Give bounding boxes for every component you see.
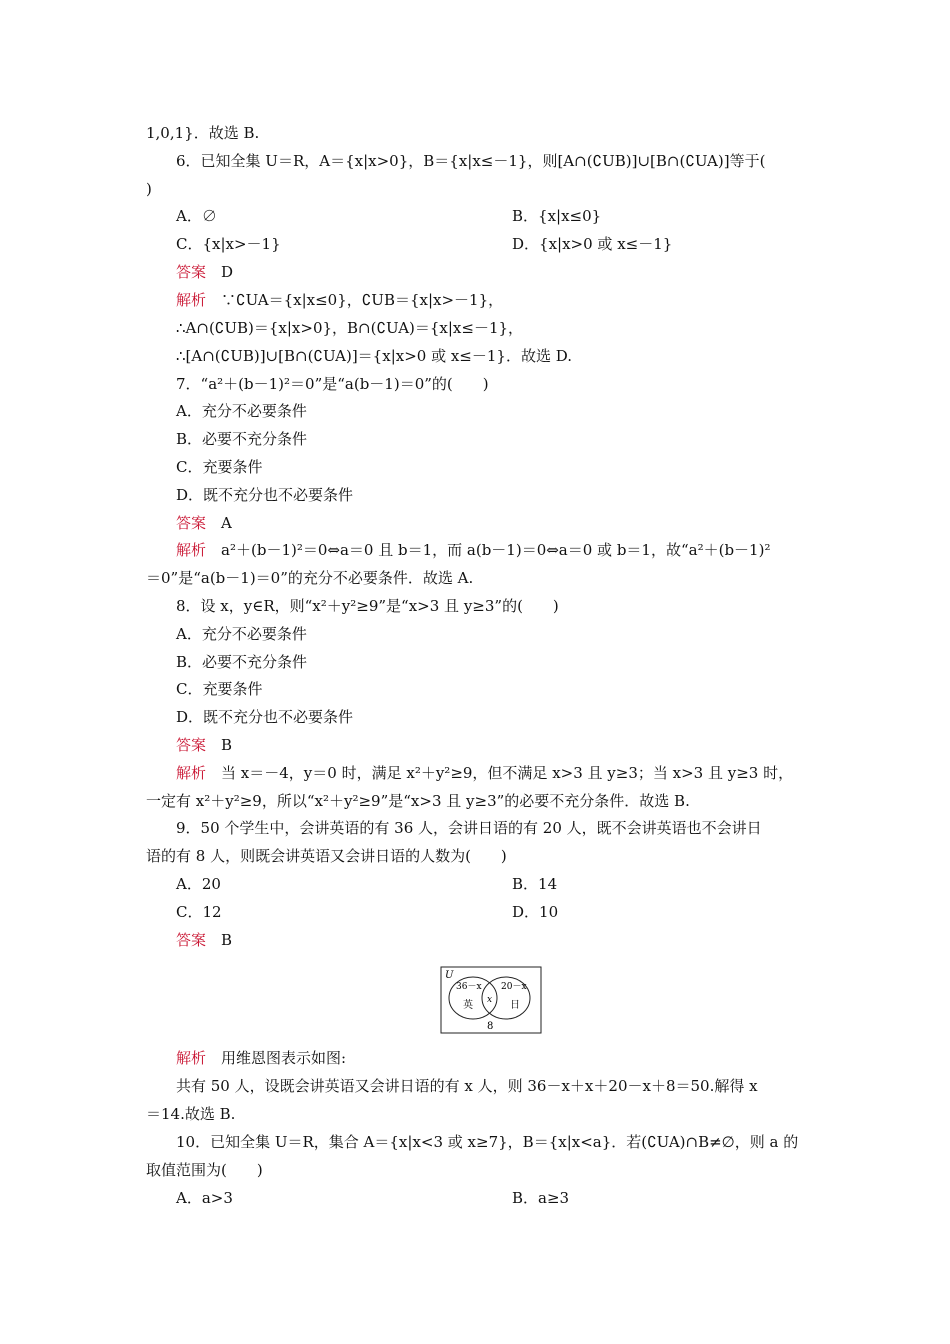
q7-option-b: B．必要不充分条件 — [176, 430, 308, 448]
q9-option-b: B．14 — [512, 875, 558, 893]
q7-option-a: A．充分不必要条件 — [176, 402, 307, 420]
answer-value: B — [221, 736, 233, 754]
solution-text: 用维恩图表示如图: — [221, 1049, 347, 1067]
q6-answer — [176, 262, 233, 282]
solution-text: a²＋(b－1)²＝0⇔a＝0 且 b＝1，而 a(b－1)＝0⇔a＝0 或 b＝1，故“a²＋(b－1)² — [221, 541, 771, 559]
q10-stem-1: 10．已知全集 U＝R，集合 A＝{x|x<3 或 x≥7}，B＝{x|x<a}．若(∁UA)∩B≠∅，则 a 的 — [176, 1133, 799, 1151]
q8-option-b: B．必要不充分条件 — [176, 653, 308, 671]
q8-option-c: C．充要条件 — [176, 680, 263, 698]
q6-option-b: B．{x|x≤0} — [512, 207, 602, 225]
q8-solution-2: 一定有 x²＋y²≥9，所以“x²＋y²≥9”是“x>3 且 y≥3”的必要不充分条件．故选 B. — [146, 792, 690, 810]
overlap-count: x — [487, 995, 493, 1005]
q9-solution-1 — [176, 1048, 346, 1068]
q6-solution-1 — [176, 290, 503, 310]
q10-option-a: A．a>3 — [176, 1189, 233, 1207]
answer-value: D — [221, 263, 234, 281]
q9-option-c: C．12 — [176, 903, 222, 921]
q6-stem-end: ) — [146, 180, 152, 198]
solution-label: 解析 — [176, 764, 207, 782]
q6-solution-3: ∴[A∩(∁UB)]∪[B∩(∁UA)]＝{x|x>0 或 x≤－1}．故选 D. — [176, 347, 572, 365]
q7-solution-1 — [176, 540, 770, 560]
japanese-only-count: 20－x — [501, 982, 527, 992]
outside-count: 8 — [487, 1021, 494, 1032]
q6-option-c: C．{x|x>－1} — [176, 235, 281, 253]
q9-option-a: A．20 — [176, 875, 221, 893]
q6-stem: 6．已知全集 U＝R，A＝{x|x>0}，B＝{x|x≤－1}，则[A∩(∁UB)]∪[B∩(∁UA)]等于( — [176, 152, 766, 170]
prev-answer-tail: 1,0,1}．故选 B. — [146, 124, 260, 142]
english-only-count: 36－x — [456, 982, 482, 992]
q7-option-c: C．充要条件 — [176, 458, 263, 476]
q9-solution-2: 共有 50 人，设既会讲英语又会讲日语的有 x 人，则 36－x＋x＋20－x＋8＝50.解得 x — [176, 1077, 758, 1095]
q6-option-d: D．{x|x>0 或 x≤－1} — [512, 235, 673, 253]
solution-label: 解析 — [176, 541, 207, 559]
solution-label: 解析 — [176, 1049, 207, 1067]
q8-stem: 8．设 x，y∈R，则“x²＋y²≥9”是“x>3 且 y≥3”的( ) — [176, 597, 559, 615]
q7-solution-2: ＝0”是“a(b－1)＝0”的充分不必要条件．故选 A. — [146, 569, 474, 587]
q10-option-b: B．a≥3 — [512, 1189, 570, 1207]
english-set-label: 英 — [463, 1000, 473, 1011]
japanese-set-label: 日 — [510, 1000, 520, 1011]
q8-solution-1 — [176, 763, 793, 783]
q8-option-a: A．充分不必要条件 — [176, 625, 307, 643]
answer-value: A — [221, 514, 232, 532]
solution-text: ∵∁UA＝{x|x≤0}，∁UB＝{x|x>－1}， — [221, 291, 504, 309]
q7-stem: 7．“a²＋(b－1)²＝0”是“a(b－1)＝0”的( ) — [176, 375, 489, 393]
universe-label: U — [445, 970, 454, 981]
q9-option-d: D．10 — [512, 903, 559, 921]
q6-solution-2: ∴A∩(∁UB)＝{x|x>0}，B∩(∁UA)＝{x|x≤－1}， — [176, 319, 524, 337]
q8-answer — [176, 735, 232, 755]
answer-value: B — [221, 931, 233, 949]
answer-label: 答案 — [176, 736, 207, 754]
answer-label: 答案 — [176, 514, 207, 532]
q8-option-d: D．既不充分也不必要条件 — [176, 708, 354, 726]
q10-stem-2: 取值范围为( ) — [146, 1161, 263, 1179]
q9-stem-2: 语的有 8 人，则既会讲英语又会讲日语的人数为( ) — [146, 847, 507, 865]
q9-stem-1: 9．50 个学生中，会讲英语的有 36 人，会讲日语的有 20 人，既不会讲英语也不会讲日 — [176, 819, 762, 837]
q9-answer — [176, 930, 232, 950]
q7-option-d: D．既不充分也不必要条件 — [176, 486, 354, 504]
q6-option-a: A．∅ — [176, 207, 217, 225]
venn-diagram — [440, 966, 542, 1034]
q9-solution-3: ＝14.故选 B. — [146, 1105, 236, 1123]
q7-answer — [176, 513, 232, 533]
answer-label: 答案 — [176, 931, 207, 949]
solution-label: 解析 — [176, 291, 207, 309]
answer-label: 答案 — [176, 263, 207, 281]
solution-text: 当 x＝－4，y＝0 时，满足 x²＋y²≥9，但不满足 x>3 且 y≥3；当 x>3 且 y≥3 时， — [221, 764, 794, 782]
